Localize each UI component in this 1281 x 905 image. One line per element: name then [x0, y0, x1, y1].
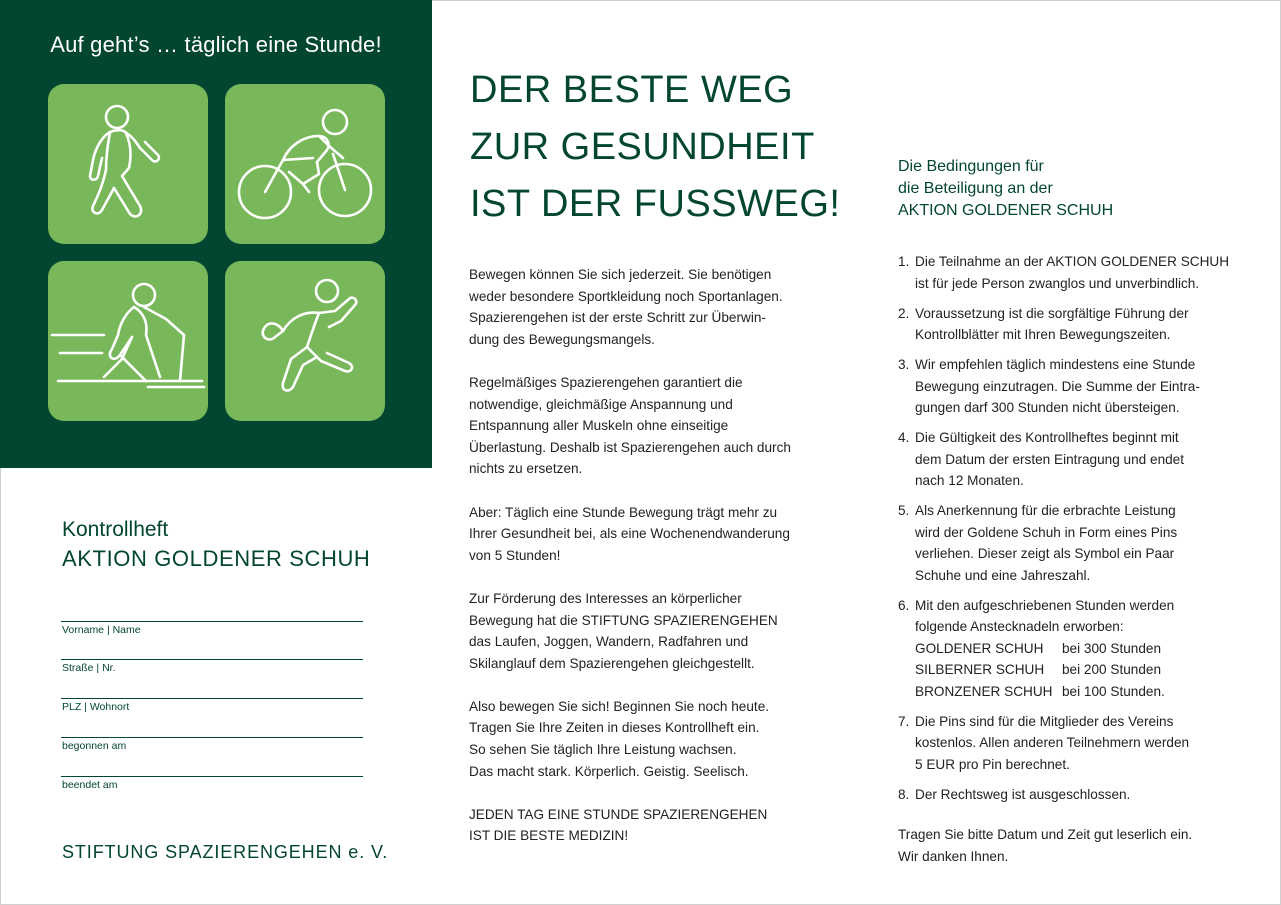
text-line: folgende Anstecknadeln erworben: [915, 619, 1124, 634]
text-line: Überlastung. Deshalb ist Spazierengehen auch durch [469, 439, 791, 455]
runner-icon [225, 261, 385, 421]
conditions-heading [898, 156, 1238, 222]
motto [469, 804, 829, 847]
text-line: wird der Goldene Schuh in Form eines Pins [915, 524, 1178, 540]
booklet-label: Kontrollheft [62, 518, 169, 541]
text-line: Tragen Sie bitte Datum und Zeit gut leserlich ein. [898, 827, 1193, 842]
text-line: dem Datum der ersten Eintragung und endet [915, 451, 1185, 467]
text-line: So sehen Sie täglich Ihre Leistung wachsen. [469, 742, 737, 758]
headline-line: DER BESTE WEG [470, 69, 794, 111]
tile-running [225, 261, 385, 421]
condition-number: 3. [898, 357, 910, 372]
text-line: Bewegung hat die STIFTUNG SPAZIERENGEHEN [469, 612, 778, 628]
condition-item [898, 711, 1243, 776]
text-line: Das macht stark. Körperlich. Geistig. Seelisch. [469, 763, 749, 779]
text-line: ist für jede Person zwanglos und unverbindlich. [915, 275, 1200, 291]
text-line: 5 EUR pro Pin berechnet. [915, 756, 1070, 772]
text-line: Wir danken Ihnen. [898, 849, 1009, 864]
text-line: kostenlos. Allen anderen Teilnehmern werden [915, 735, 1190, 750]
text-line: Die Pins sind für die Mitglieder des Vereins [915, 713, 1174, 729]
condition-number: 2. [898, 305, 910, 321]
award-name: SILBERNER SCHUH [915, 662, 1045, 677]
headline [470, 62, 850, 233]
text-line: Spazierengehen ist der erste Schritt zur Überwin- [469, 310, 766, 326]
closing-note [898, 824, 1258, 868]
text-line: Als Anerkennung für die erbrachte Leistung [915, 503, 1176, 518]
award-row [915, 638, 1243, 660]
condition-item [898, 427, 1243, 492]
condition-number: 7. [898, 713, 910, 729]
headline-line: ZUR GESUNDHEIT [470, 126, 815, 168]
tile-skiing [48, 261, 208, 421]
body-text [469, 264, 829, 869]
text-line: notwendige, gleichmäßige Anspannung und [469, 396, 733, 412]
condition-item [898, 354, 1243, 419]
field-name[interactable] [61, 621, 363, 636]
condition-item [898, 595, 1243, 703]
award-hours: bei 200 Stunden [1062, 662, 1162, 677]
field-start-date[interactable] [61, 737, 363, 752]
text-line: Tragen Sie Ihre Zeiten in dieses Kontrollheft ein. [469, 720, 760, 736]
tile-cycling [225, 84, 385, 244]
text-line: nach 12 Monaten. [915, 473, 1024, 488]
award-name: BRONZENER SCHUH [915, 683, 1053, 699]
booklet-title: AKTION GOLDENER SCHUH [62, 546, 371, 571]
heading-line: AKTION GOLDENER SCHUH [898, 202, 1114, 219]
text-line: Regelmäßiges Spazierengehen garantiert die [469, 374, 743, 390]
award-hours: bei 100 Stunden. [1062, 683, 1165, 699]
text-line: verliehen. Dieser zeigt als Symbol ein Paar [915, 546, 1175, 561]
field-label: Straße | Nr. [62, 662, 116, 674]
condition-number: 4. [898, 430, 910, 445]
text-line: von 5 Stunden! [469, 547, 561, 563]
heading-line: Die Bedingungen für [898, 158, 1044, 175]
activity-panel [0, 0, 432, 468]
cyclist-icon [225, 84, 385, 244]
text-line: Die Gültigkeit des Kontrollheftes beginnt mit [915, 430, 1179, 445]
text-line: Der Rechtsweg ist ausgeschlossen. [915, 786, 1131, 802]
text-line: Mit den aufgeschriebenen Stunden werden [915, 597, 1175, 613]
text-line: Kontrollblätter mit Ihren Bewegungszeiten. [915, 327, 1171, 342]
text-line: IST DIE BESTE MEDIZIN! [469, 828, 629, 844]
text-line: dung des Bewegungsmangels. [469, 331, 655, 347]
award-row [915, 659, 1243, 681]
paragraph [469, 696, 829, 782]
text-line: gungen darf 300 Stunden nicht übersteigen. [915, 400, 1180, 415]
field-street[interactable] [61, 659, 363, 674]
conditions-list [898, 251, 1243, 814]
condition-item [898, 303, 1243, 346]
condition-number: 1. [898, 254, 910, 269]
text-line: nichts zu ersetzen. [469, 461, 583, 477]
award-row [915, 681, 1243, 703]
text-line: Bewegung einzutragen. Die Summe der Eintra- [915, 378, 1200, 394]
cross-country-skier-icon [48, 261, 208, 421]
text-line: Bewegen können Sie sich jederzeit. Sie benötigen [469, 267, 772, 282]
tile-walking [48, 84, 208, 244]
text-line: Skilanglauf dem Spazierengehen gleichgestellt. [469, 655, 755, 671]
heading-line: die Beteiligung an der [898, 180, 1053, 197]
text-line: JEDEN TAG EINE STUNDE SPAZIERENGEHEN [469, 806, 768, 822]
condition-item [898, 251, 1243, 294]
award-hours: bei 300 Stunden [1062, 640, 1162, 656]
text-line: Die Teilnahme an der AKTION GOLDENER SCHUH [915, 254, 1230, 269]
paragraph [469, 588, 829, 674]
text-line: Zur Förderung des Interesses an körperlicher [469, 590, 742, 606]
field-city[interactable] [61, 698, 363, 713]
headline-line: IST DER FUSSWEG! [470, 183, 841, 225]
text-line: weder besondere Sportkleidung noch Sportanlagen. [469, 288, 783, 304]
field-end-date[interactable] [61, 776, 363, 791]
text-line: Entspannung aller Muskeln ohne einseitige [469, 418, 729, 434]
walking-person-icon [48, 84, 208, 244]
text-line: Aber: Täglich eine Stunde Bewegung trägt mehr zu [469, 504, 778, 520]
field-label: PLZ | Wohnort [62, 701, 130, 713]
field-label: begonnen am [62, 740, 127, 752]
text-line: Ihrer Gesundheit bei, als eine Wochenendwanderung [469, 526, 790, 542]
text-line: das Laufen, Joggen, Wandern, Radfahren und [469, 634, 749, 650]
condition-item [898, 784, 1243, 806]
condition-item [898, 500, 1243, 586]
condition-number: 5. [898, 503, 910, 518]
condition-number: 6. [898, 597, 910, 613]
paragraph [469, 372, 829, 480]
foundation-name: STIFTUNG SPAZIERENGEHEN e. V. [62, 842, 389, 862]
field-label: beendet am [62, 779, 118, 791]
text-line: Schuhe und eine Jahreszahl. [915, 567, 1091, 583]
paragraph [469, 264, 829, 350]
text-line: Wir empfehlen täglich mindestens eine Stunde [915, 357, 1196, 372]
panel-title: Auf geht’s … täglich eine Stunde! [50, 32, 382, 57]
paragraph [469, 502, 829, 567]
award-name: GOLDENER SCHUH [915, 640, 1044, 656]
text-line: Also bewegen Sie sich! Beginnen Sie noch heute. [469, 698, 770, 714]
condition-number: 8. [898, 786, 910, 802]
field-label: Vorname | Name [62, 624, 141, 636]
text-line: Voraussetzung ist die sorgfältige Führung der [915, 305, 1189, 321]
